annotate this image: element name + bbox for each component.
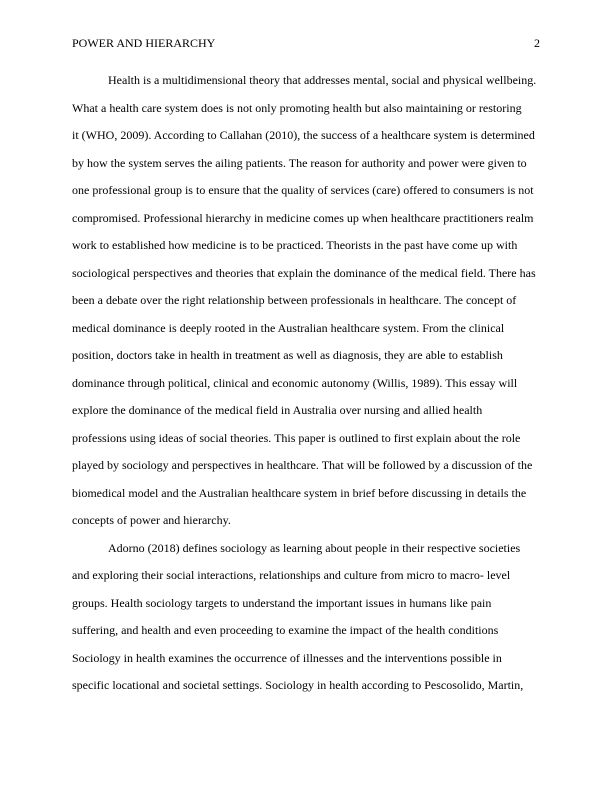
text-line: concepts of power and hierarchy. (72, 513, 231, 527)
body-text (72, 67, 540, 700)
text-line: dominance through political, clinical and economic autonomy (Willis, 1989). This essay will (72, 375, 518, 390)
text-line: position, doctors take in health in treatment as well as diagnosis, they are able to establish (72, 348, 503, 362)
text-line: Sociology in health examines the occurrence of illnesses and the interventions possible in (72, 650, 502, 665)
text-line: specific locational and societal settings. Sociology in health according to Pescosolido, Martin, (72, 678, 524, 692)
text-line: sociological perspectives and theories that explain the dominance of the medical field. There has (72, 265, 536, 280)
page-number: 2 (534, 36, 540, 50)
text-line: What a health care system does is not only promoting health but also maintaining or restoring (72, 100, 522, 115)
text-line: work to established how medicine is to be practiced. Theorists in the past have come up with (72, 238, 518, 252)
text-line: explore the dominance of the medical field in Australia over nursing and allied health (72, 403, 483, 417)
text-line: it (WHO, 2009). According to Callahan (2010), the success of a healthcare system is determined (72, 128, 535, 142)
paragraph-1 (72, 67, 540, 535)
text-line: compromised. Professional hierarchy in medicine comes up when healthcare practitioners realm (72, 210, 534, 225)
text-line: professions using ideas of social theories. This paper is outlined to first explain about the role (72, 430, 521, 445)
text-line: one professional group is to ensure that the quality of services (care) offered to consumers is not (72, 183, 534, 197)
text-line: Adorno (2018) defines sociology as learning about people in their respective societies (108, 540, 521, 555)
text-line: Health is a multidimensional theory that addresses mental, social and physical wellbeing. (108, 73, 537, 87)
text-line: biomedical model and the Australian healthcare system in brief before discussing in details the (72, 485, 527, 500)
paragraph-2 (72, 535, 540, 700)
text-line: medical dominance is deeply rooted in the Australian healthcare system. From the clinical (72, 320, 505, 335)
text-line: played by sociology and perspectives in healthcare. That will be followed by a discussion of the (72, 458, 533, 472)
text-line: suffering, and health and even proceeding to examine the impact of the health conditions (72, 623, 499, 637)
text-line: and exploring their social interactions, relationships and culture from micro to macro- level (72, 568, 511, 582)
running-head: POWER AND HIERARCHY (72, 36, 216, 50)
text-line: been a debate over the right relationship between professionals in healthcare. The concept of (72, 293, 517, 307)
text-line: groups. Health sociology targets to understand the important issues in humans like pain (72, 595, 492, 610)
text-line: by how the system serves the ailing patients. The reason for authority and power were given to (72, 155, 527, 170)
